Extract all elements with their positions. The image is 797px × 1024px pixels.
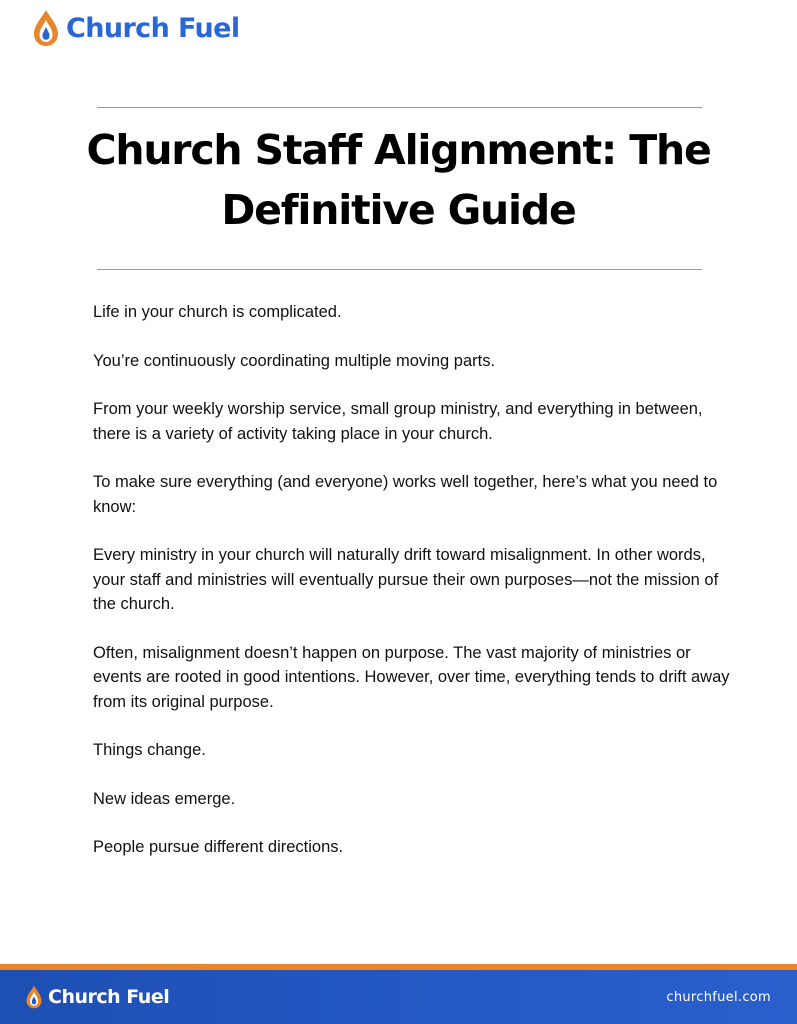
paragraph: To make sure everything (and everyone) works well together, here’s what you need to know: [93,473,718,516]
paragraph: People pursue different directions. [93,838,344,856]
footer-logo-text: Church Fuel [48,986,170,1008]
footer-logo[interactable] [24,984,169,1010]
document-title: Church Staff Alignment: The Definitive Guide [86,126,711,234]
paragraph: From your weekly worship service, small group ministry, and everything in between, there is a variety of activity taking place in your church. [93,400,703,443]
paragraph: You’re continuously coordinating multiple moving parts. [93,351,496,370]
header-logo[interactable] [30,8,240,48]
paragraph: Things change. [93,741,206,759]
logo-text: Church Fuel [66,12,240,44]
flame-drop-icon [24,984,44,1010]
document-body [93,300,733,884]
footer-url-link[interactable]: churchfuel.com [666,989,771,1005]
paragraph: Every ministry in your church will naturally drift toward misalignment. In other words, your staff and ministries will eventually pursue their own purposes—not the mission of the church. [93,546,719,613]
title-top-divider [97,107,702,108]
footer [0,970,797,1024]
paragraph: Often, misalignment doesn’t happen on purpose. The vast majority of ministries or events are rooted in good intentions. However, over time, everything tends to drift away from its original purpose. [93,643,730,711]
paragraph: New ideas emerge. [93,789,236,808]
paragraph: Life in your church is complicated. [93,303,342,321]
title-bottom-divider [97,269,702,270]
flame-drop-icon [30,8,62,48]
